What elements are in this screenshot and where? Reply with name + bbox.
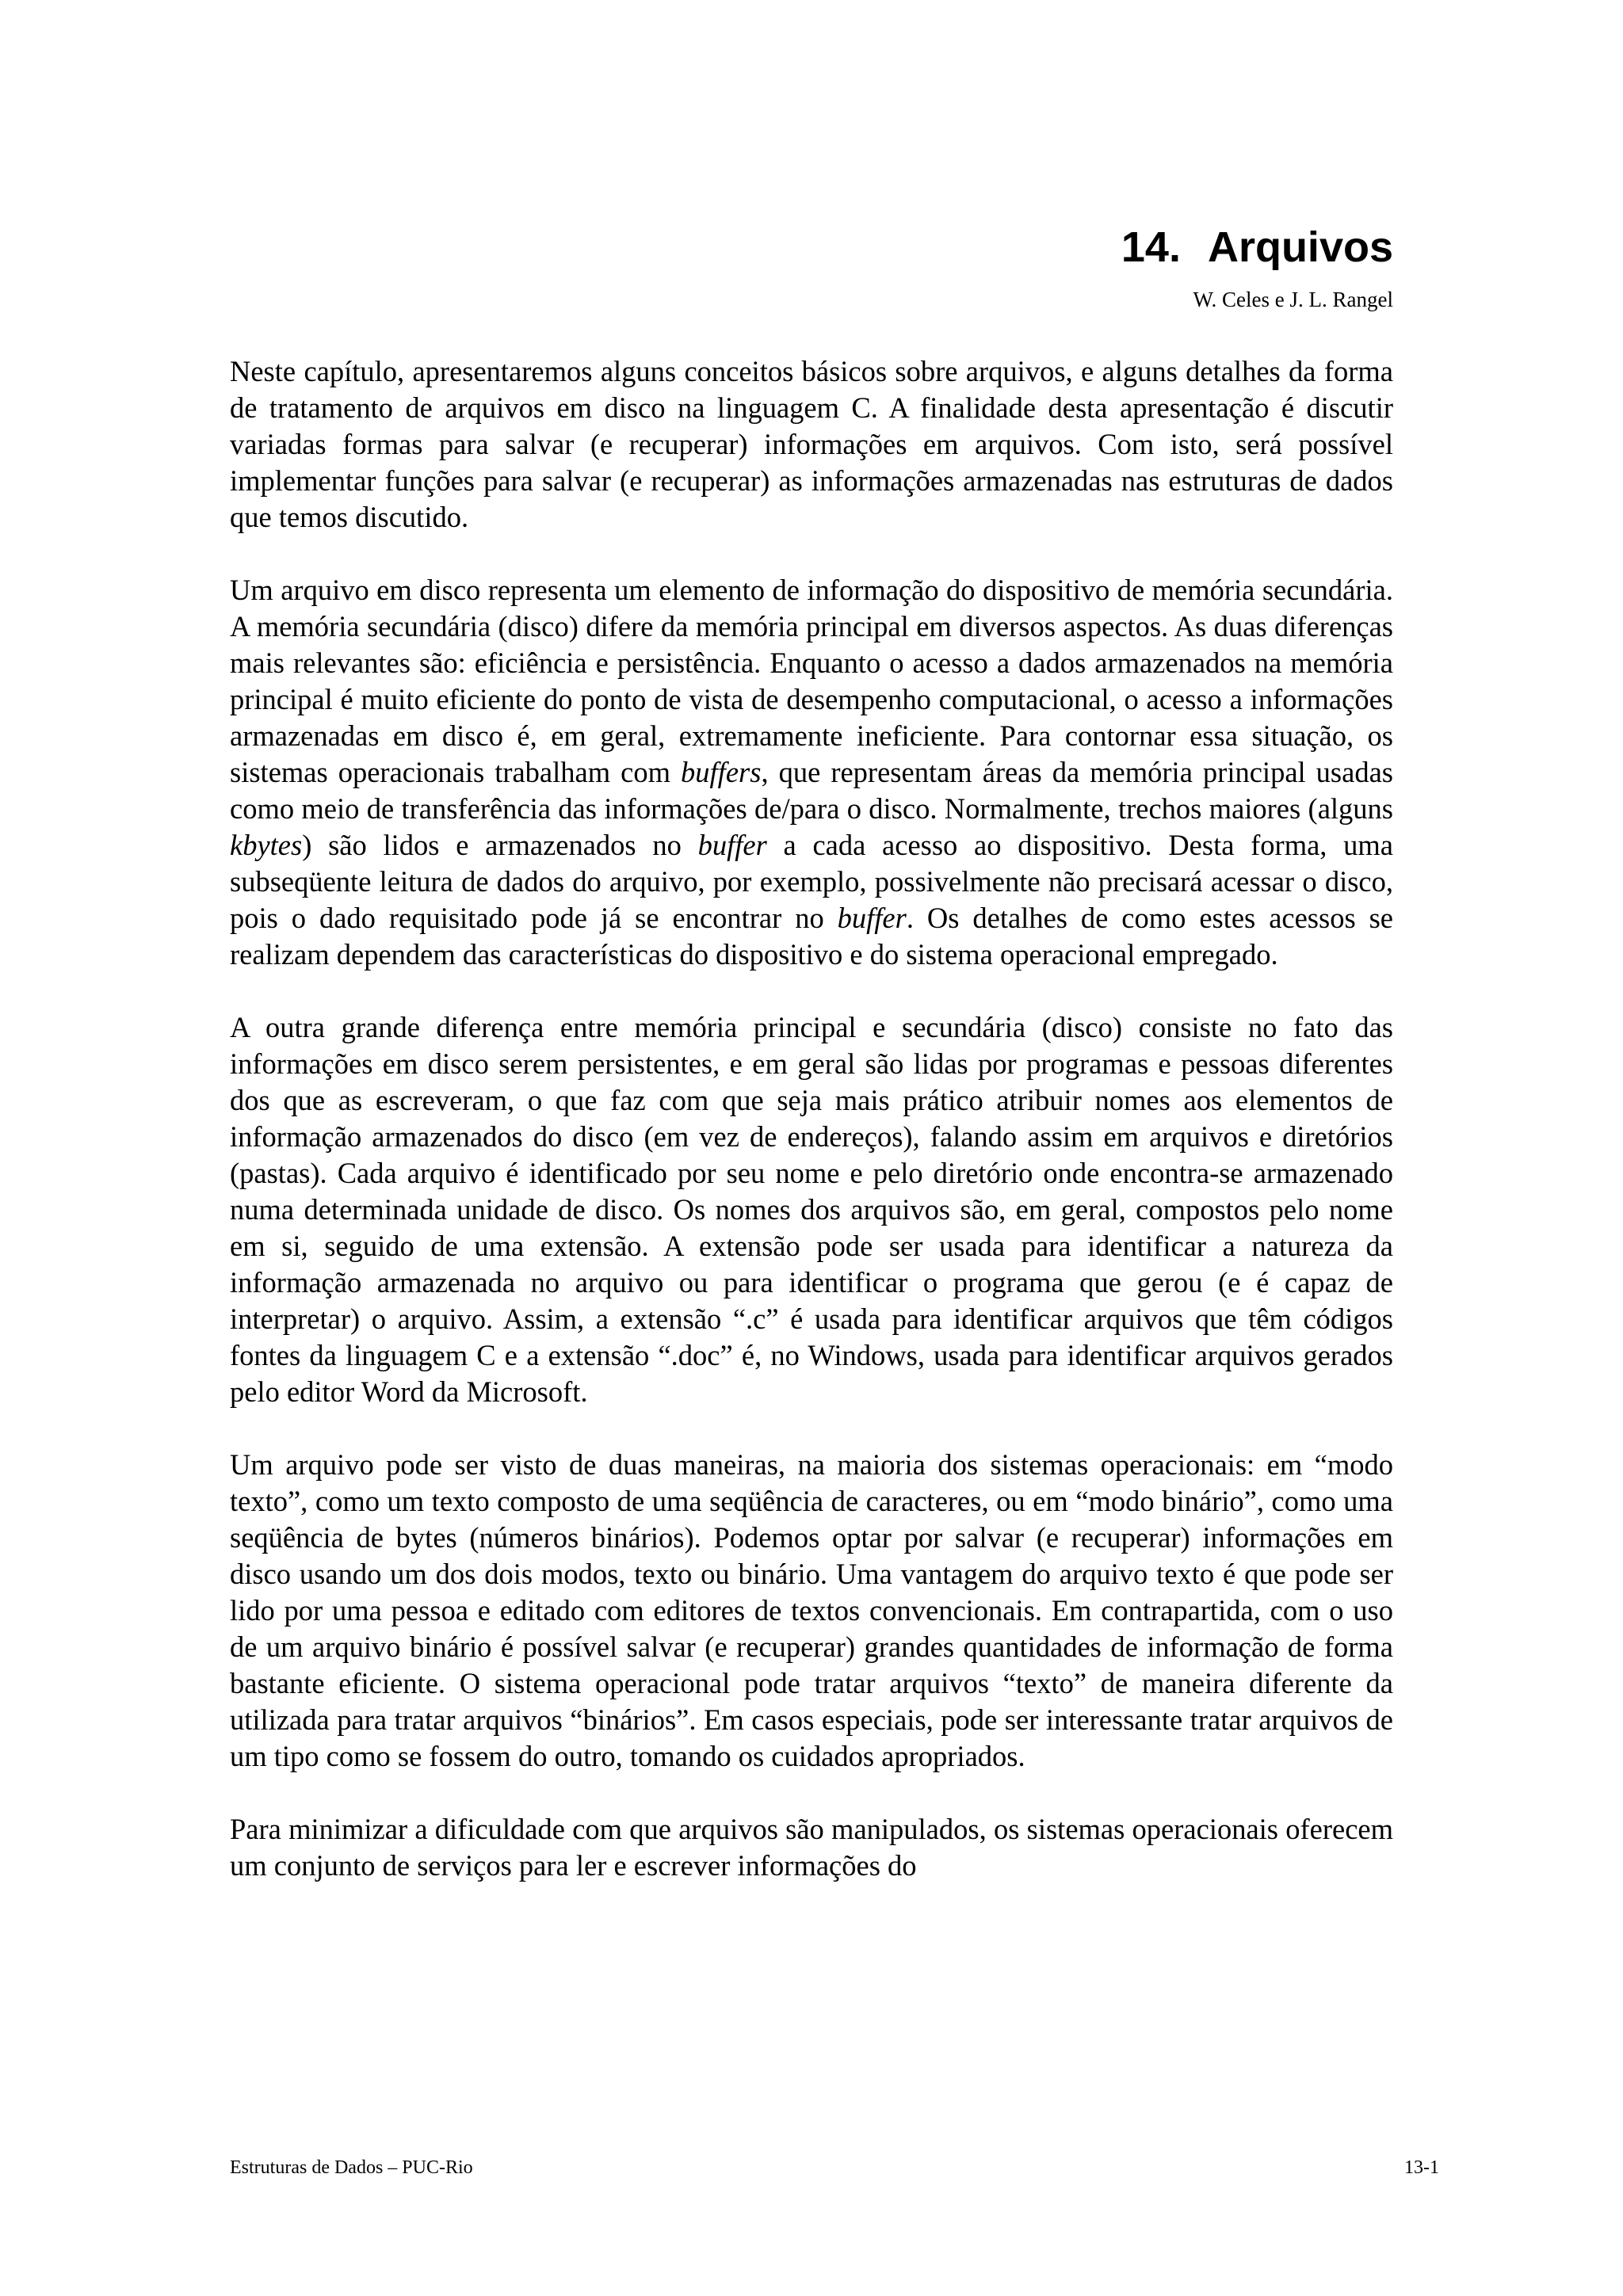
italic-term-buffers: buffers [681, 756, 762, 788]
footer-course: Estruturas de Dados – PUC-Rio [230, 2157, 473, 2178]
text-run: , que representam áreas da memória principal usadas como meio de transferência das informações de/para o disco. Normalmente, trechos maiores (alguns [230, 756, 1393, 825]
chapter-header [1121, 222, 1393, 315]
paragraph-persistence: A outra grande diferença entre memória principal e secundária (disco) consiste no fato das informações em disco serem persistentes, e em geral são lidas por programas e pessoas diferentes dos que as escreveram, o que faz com que seja mais prático atribuir nomes aos elementos de informação armazenados do disco (em vez de endereços), falando assim em arquivos e diretórios (pastas). Cada arquivo é identificado por seu nome e pelo diretório onde encontra-se armazenado numa determinada unidade de disco. Os nomes dos arquivos são, em geral, compostos pelo nome em si, seguido de uma extensão. A extensão pode ser usada para identificar a natureza da informação armazenada no arquivo ou para identificar o programa que gerou (e é capaz de interpretar) o arquivo. Assim, a extensão “.c” é usada para identificar arquivos que têm códigos fontes da linguagem C e a extensão “.doc” é, no Windows, usada para identificar arquivos gerados pelo editor Word da Microsoft. [230, 1011, 1393, 1408]
text-run: . Os detalhes de como estes acessos se realizam dependem das características do dispositivo e do sistema operacional empregado. [230, 902, 1394, 971]
italic-term-buffer: buffer [697, 829, 767, 861]
paragraph-disk-memory [230, 572, 1393, 973]
page-footer [230, 2155, 1439, 2180]
chapter-title [1121, 222, 1393, 273]
authors-line: W. Celes e J. L. Rangel [1193, 288, 1393, 311]
page-number: 13-1 [1404, 2157, 1439, 2178]
paragraph-text-binary: Um arquivo pode ser visto de duas maneiras, na maioria dos sistemas operacionais: em “modo texto”, como um texto composto de uma seqüência de caracteres, ou em “modo binário”, como uma seqüência de bytes (números binários). Podemos optar por salvar (e recuperar) informações em disco usando um dos dois modos, texto ou binário. Uma vantagem do arquivo texto é que pode ser lido por uma pessoa e editado com editores de textos convencionais. Em contrapartida, com o uso de um arquivo binário é possível salvar (e recuperar) grandes quantidades de informação de forma bastante eficiente. O sistema operacional pode tratar arquivos “texto” de maneira diferente da utilizada para tratar arquivos “binários”. Em casos especiais, pode ser interessante tratar arquivos de um tipo como se fossem do outro, tomando os cuidados apropriados. [230, 1448, 1393, 1772]
paragraph-os-services: Para minimizar a dificuldade com que arquivos são manipulados, os sistemas operacionais oferecem um conjunto de serviços para ler e escrever informações do [230, 1813, 1393, 1882]
italic-term-buffer: buffer [837, 902, 907, 934]
text-run: Um arquivo em disco representa um elemento de informação do dispositivo de memória secundária. A memória secundária (disco) difere da memória principal em diversos aspectos. As duas diferenças mais relevantes são: eficiência e persistência. Enquanto o acesso a dados armazenados na memória principal é muito eficiente do ponto de vista de desempenho computacional, o acesso a informações armazenadas em disco é, em geral, extremamente ineficiente. Para contornar essa situação, os sistemas operacionais trabalham com [230, 574, 1393, 788]
text-run: ) são lidos e armazenados no [302, 829, 698, 861]
italic-term-kbytes: kbytes [230, 829, 303, 861]
text-run: a cada acesso ao dispositivo. Desta forma, uma subseqüente leitura de dados do arquivo, por exemplo, possivelmente não precisará acessar o disco, pois o dado requisitado pode já se encontrar no [230, 829, 1393, 934]
paragraph-intro: Neste capítulo, apresentaremos alguns conceitos básicos sobre arquivos, e alguns detalhes da forma de tratamento de arquivos em disco na linguagem C. A finalidade desta apresentação é discutir variadas formas para salvar (e recuperar) informações em arquivos. Com isto, será possível implementar funções para salvar (e recuperar) as informações armazenadas nas estruturas de dados que temos discutido. [230, 355, 1393, 533]
body-text [230, 353, 1393, 1920]
chapter-title-text: Arquivos [1207, 223, 1393, 271]
chapter-number: 14. [1121, 223, 1181, 271]
